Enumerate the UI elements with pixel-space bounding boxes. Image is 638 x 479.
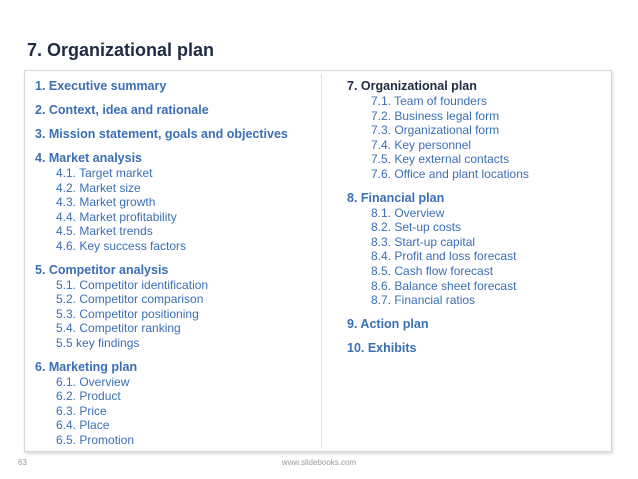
- left-column: [35, 79, 315, 457]
- subsection-item[interactable]: 6.5. Promotion: [56, 432, 135, 447]
- subsection-item[interactable]: 6.2. Product: [56, 389, 121, 404]
- column-divider: [321, 75, 322, 447]
- contents-panel: [24, 70, 612, 452]
- subsection-item[interactable]: 5.3. Competitor positioning: [56, 306, 199, 321]
- subsection-item[interactable]: 7.6. Office and plant locations: [371, 166, 529, 181]
- subsection-item[interactable]: 8.7. Financial ratios: [371, 293, 476, 308]
- subsection-item[interactable]: 4.2. Market size: [56, 180, 141, 195]
- subsection-item[interactable]: 4.3. Market growth: [56, 195, 156, 210]
- section-executive-summary: [35, 79, 315, 94]
- subsection-item[interactable]: 5.2. Competitor comparison: [56, 292, 204, 307]
- section-market-analysis: [35, 151, 315, 254]
- section-title-context[interactable]: 2. Context, idea and rationale: [35, 103, 209, 117]
- subsection-item[interactable]: 7.1. Team of founders: [371, 94, 487, 108]
- footer-url: www.slidebooks.com: [281, 458, 357, 467]
- subsection-item[interactable]: 8.1. Overview: [371, 205, 445, 220]
- subsection-item[interactable]: 7.2. Business legal form: [371, 108, 500, 123]
- subsection-item[interactable]: 8.5. Cash flow forecast: [371, 263, 494, 278]
- subsection-item[interactable]: 6.4. Place: [56, 418, 110, 433]
- subsection-item[interactable]: 4.6. Key success factors: [56, 238, 187, 253]
- subsection-item[interactable]: 4.5. Market trends: [56, 224, 153, 239]
- subsection-item[interactable]: 4.4. Market profitability: [56, 209, 177, 224]
- section-title-financial-plan[interactable]: 8. Financial plan: [347, 190, 445, 205]
- subsection-item[interactable]: 6.3. Price: [56, 403, 107, 418]
- subsection-item[interactable]: 7.4. Key personnel: [371, 137, 472, 152]
- section-context: [35, 103, 315, 118]
- section-title-competitor-analysis[interactable]: 5. Competitor analysis: [35, 262, 169, 277]
- section-competitor-analysis: [35, 263, 315, 351]
- right-column: [347, 79, 607, 365]
- section-title-organizational-plan[interactable]: 7. Organizational plan: [347, 79, 477, 93]
- subsection-item[interactable]: 8.6. Balance sheet forecast: [371, 278, 517, 293]
- subsection-item[interactable]: 5.1. Competitor identification: [56, 277, 209, 292]
- section-title-mission[interactable]: 3. Mission statement, goals and objectives: [35, 127, 288, 141]
- section-exhibits: [347, 341, 607, 356]
- section-title-action-plan[interactable]: 9. Action plan: [347, 316, 429, 331]
- slide-title: 7. Organizational plan: [27, 40, 215, 60]
- subsection-item[interactable]: 8.3. Start-up capital: [371, 234, 476, 249]
- subsection-item[interactable]: 7.3. Organizational form: [371, 123, 500, 138]
- subsection-item[interactable]: 8.4. Profit and loss forecast: [371, 249, 517, 264]
- section-mission: [35, 127, 315, 142]
- subsection-item[interactable]: 4.1. Target market: [56, 166, 153, 180]
- subsection-item[interactable]: 5.5 key findings: [56, 335, 140, 350]
- section-title-exhibits[interactable]: 10. Exhibits: [347, 340, 417, 355]
- section-marketing-plan: [35, 360, 315, 448]
- subsection-item[interactable]: 8.2. Set-up costs: [371, 220, 462, 235]
- section-organizational-plan: [347, 79, 607, 182]
- page-number: 63: [18, 458, 27, 467]
- section-action-plan: [347, 317, 607, 332]
- subsection-item[interactable]: 5.4. Competitor ranking: [56, 321, 181, 336]
- section-title-marketing-plan[interactable]: 6. Marketing plan: [35, 359, 138, 374]
- section-financial-plan: [347, 191, 607, 308]
- section-title-executive-summary[interactable]: 1. Executive summary: [35, 79, 167, 93]
- subsection-item[interactable]: 7.5. Key external contacts: [371, 152, 510, 167]
- subsection-item[interactable]: 6.1. Overview: [56, 374, 130, 389]
- section-title-market-analysis[interactable]: 4. Market analysis: [35, 151, 143, 165]
